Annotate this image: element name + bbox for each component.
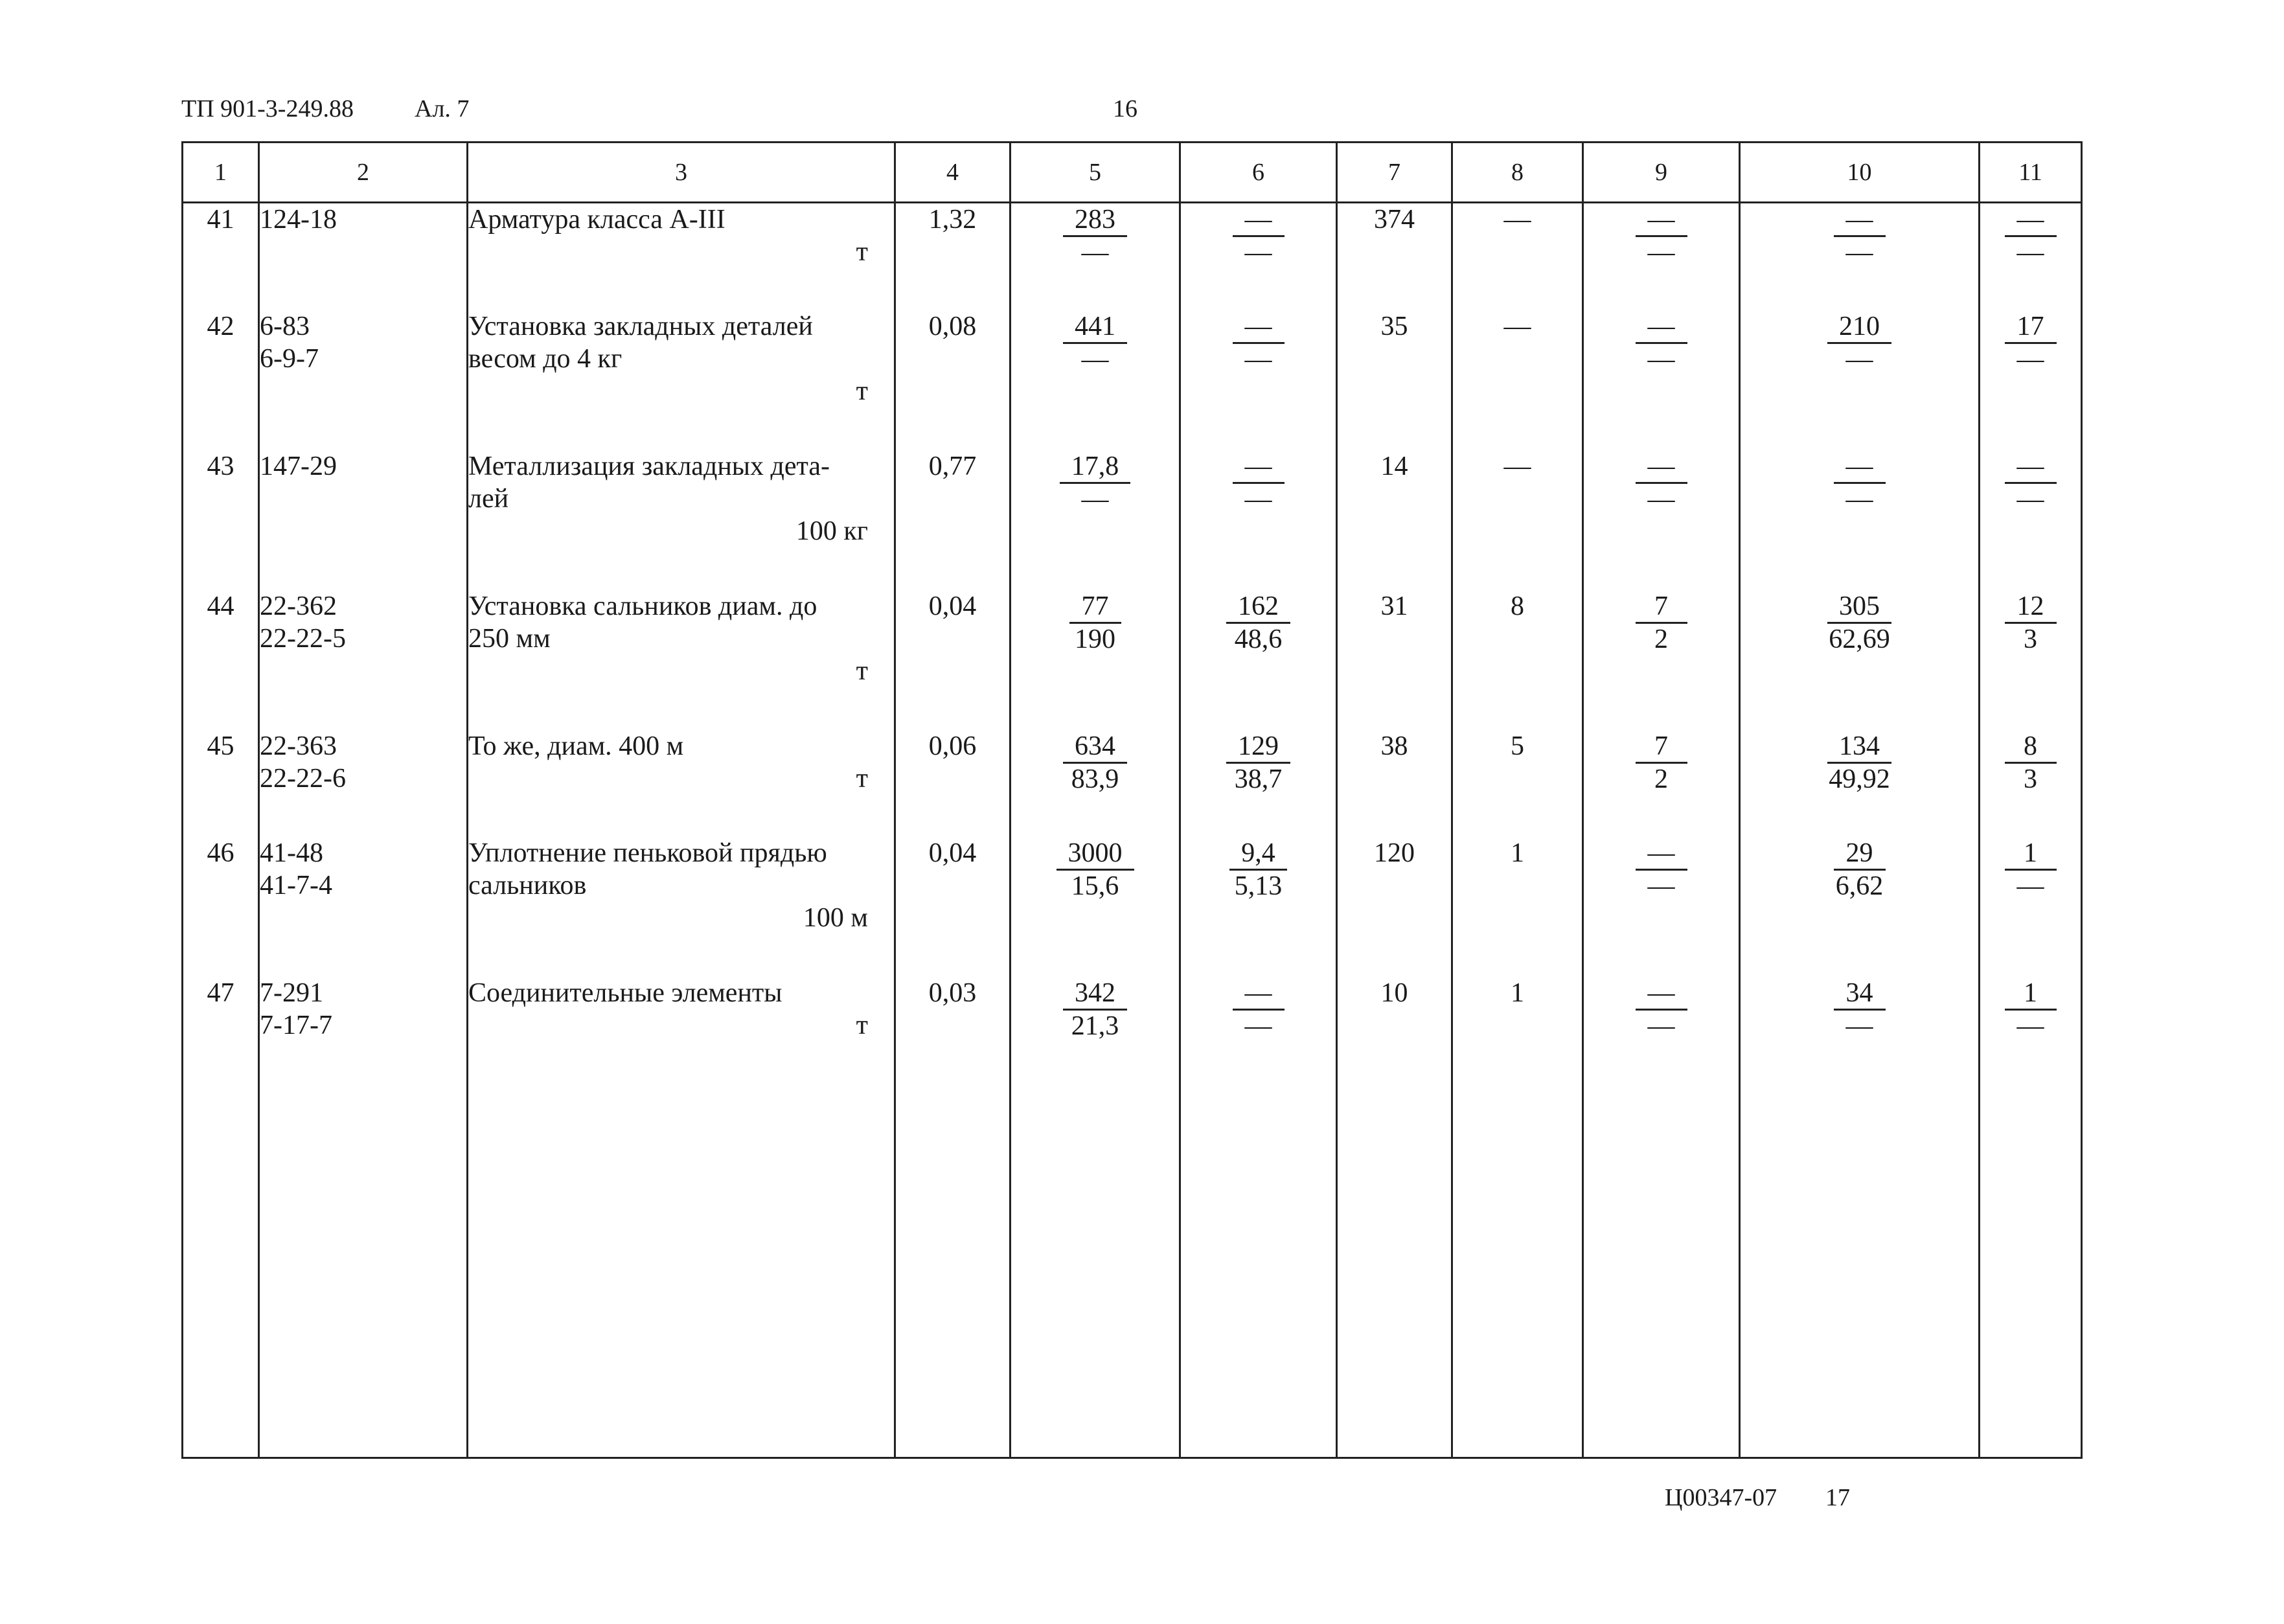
col8-value: — xyxy=(1503,312,1531,342)
unit-of-measure: 100 кг xyxy=(795,516,868,547)
col10-cell xyxy=(1740,450,1980,590)
row-number-cell xyxy=(183,310,259,450)
quantity: 0,04 xyxy=(928,838,977,868)
work-name-line: Установка сальников диам. до xyxy=(468,591,817,622)
rate-code: 41-48 xyxy=(260,838,323,868)
rate-code: 7-291 xyxy=(260,978,323,1008)
fraction-denominator: — xyxy=(1845,238,1873,268)
col6-fraction xyxy=(1233,978,1285,1042)
col5-fraction xyxy=(1063,311,1127,375)
col5-fraction xyxy=(1060,978,1131,1042)
row-number-cell xyxy=(183,450,259,590)
work-name-line: Арматура класса А-III xyxy=(468,205,725,234)
col9-cell xyxy=(1583,977,1740,1458)
col6-cell xyxy=(1180,450,1337,590)
fraction-numerator: 1 xyxy=(2005,838,2057,871)
fraction-numerator: 129 xyxy=(1226,731,1290,764)
col10-cell xyxy=(1740,837,1980,977)
work-name-line: 250 мм xyxy=(468,624,551,654)
col5-fraction xyxy=(1063,204,1127,268)
col8-value: 1 xyxy=(1511,978,1524,1008)
table-row xyxy=(183,203,2082,311)
row-number: 42 xyxy=(207,312,234,342)
rate-code: 22-22-5 xyxy=(260,624,346,654)
fraction-numerator: — xyxy=(1233,451,1285,484)
fraction-denominator: 2 xyxy=(1654,764,1668,795)
fraction-numerator: — xyxy=(1834,204,1886,237)
rate-code: 22-22-6 xyxy=(260,764,346,794)
unit-of-measure: т xyxy=(856,764,868,794)
col6-fraction xyxy=(1223,591,1294,655)
fraction-numerator: 283 xyxy=(1063,204,1127,237)
quantity: 0,06 xyxy=(928,731,977,762)
work-name-line: Установка закладных деталей xyxy=(468,312,813,342)
footer-code: Ц00347-07 xyxy=(1665,1484,1777,1511)
col11-fraction xyxy=(2005,204,2057,268)
col10-cell xyxy=(1740,977,1980,1458)
col8-cell xyxy=(1452,590,1583,730)
column-header: 10 xyxy=(1740,143,1980,203)
fraction-denominator: 3 xyxy=(2024,764,2037,795)
fraction-numerator: — xyxy=(1636,838,1687,871)
column-header: 9 xyxy=(1583,143,1740,203)
col7-value: 35 xyxy=(1380,312,1408,342)
work-name-cell xyxy=(468,730,895,837)
col5-cell xyxy=(1011,837,1180,977)
col7-cell xyxy=(1337,977,1452,1458)
col10-cell xyxy=(1740,730,1980,837)
rate-code-cell xyxy=(259,450,468,590)
table-row xyxy=(183,590,2082,730)
col6-fraction xyxy=(1223,838,1294,902)
col10-fraction xyxy=(1834,204,1886,268)
col9-fraction xyxy=(1636,978,1687,1042)
fraction-numerator: — xyxy=(1636,311,1687,344)
col7-value: 38 xyxy=(1380,731,1408,762)
row-number: 47 xyxy=(207,978,234,1008)
col8-cell xyxy=(1452,310,1583,450)
table-row xyxy=(183,977,2082,1458)
fraction-denominator: — xyxy=(1244,238,1272,268)
col6-cell xyxy=(1180,310,1337,450)
fraction-denominator: 2 xyxy=(1654,624,1668,655)
fraction-numerator: 3000 xyxy=(1056,838,1134,871)
col11-cell xyxy=(1980,590,2082,730)
unit-of-measure: 100 м xyxy=(803,902,868,933)
col9-cell xyxy=(1583,203,1740,311)
col11-cell xyxy=(1980,310,2082,450)
col6-fraction xyxy=(1233,311,1285,375)
fraction-numerator: — xyxy=(1233,978,1285,1011)
col10-cell xyxy=(1740,203,1980,311)
fraction-denominator: 3 xyxy=(2024,624,2037,655)
fraction-denominator: 38,7 xyxy=(1234,764,1283,795)
fraction-numerator: 441 xyxy=(1063,311,1127,344)
document-code: ТП 901-3-249.88 xyxy=(181,95,354,122)
col8-cell xyxy=(1452,730,1583,837)
row-number-cell xyxy=(183,977,259,1458)
work-name-line: сальников xyxy=(468,870,587,900)
row-number: 43 xyxy=(207,452,234,482)
col11-fraction xyxy=(2005,838,2057,902)
col9-cell xyxy=(1583,450,1740,590)
row-number-cell xyxy=(183,837,259,977)
fraction-numerator: 7 xyxy=(1636,731,1687,764)
col7-value: 31 xyxy=(1380,591,1408,622)
col8-value: 1 xyxy=(1511,838,1524,868)
work-name-line: весом до 4 кг xyxy=(468,344,622,374)
fraction-numerator: 634 xyxy=(1063,731,1127,764)
quantity-cell xyxy=(895,837,1011,977)
column-header: 7 xyxy=(1337,143,1452,203)
work-name-line: Металлизация закладных дета- xyxy=(468,452,830,482)
col11-fraction xyxy=(2005,731,2057,795)
col5-cell xyxy=(1011,310,1180,450)
col10-fraction xyxy=(1824,838,1895,902)
fraction-numerator: 8 xyxy=(2005,731,2057,764)
col7-value: 374 xyxy=(1374,205,1415,234)
fraction-numerator: 134 xyxy=(1827,731,1891,764)
fraction-denominator: — xyxy=(1845,485,1873,515)
row-number: 44 xyxy=(207,591,234,622)
fraction-denominator: 15,6 xyxy=(1071,871,1119,901)
col11-fraction xyxy=(2005,451,2057,515)
fraction-denominator: — xyxy=(1845,345,1873,375)
table-row xyxy=(183,450,2082,590)
col7-cell xyxy=(1337,837,1452,977)
rate-code-cell xyxy=(259,310,468,450)
work-name-line: Соединительные элементы xyxy=(468,978,782,1008)
fraction-denominator: — xyxy=(1647,238,1675,268)
work-name-cell xyxy=(468,977,895,1458)
rate-code: 124-18 xyxy=(260,205,337,234)
col9-fraction xyxy=(1636,311,1687,375)
col5-cell xyxy=(1011,730,1180,837)
fraction-numerator: 12 xyxy=(2005,591,2057,624)
fraction-numerator: 1 xyxy=(2005,978,2057,1011)
fraction-denominator: — xyxy=(1647,871,1675,901)
fraction-numerator: — xyxy=(2005,204,2057,237)
col7-cell xyxy=(1337,310,1452,450)
rate-code: 7-17-7 xyxy=(260,1010,332,1040)
row-number-cell xyxy=(183,590,259,730)
fraction-denominator: 49,92 xyxy=(1829,764,1890,795)
col5-cell xyxy=(1011,450,1180,590)
col8-value: — xyxy=(1503,452,1531,482)
quantity-cell xyxy=(895,203,1011,311)
unit-of-measure: т xyxy=(856,237,868,267)
fraction-denominator: — xyxy=(1244,485,1272,515)
fraction-numerator: 17 xyxy=(2005,311,2057,344)
col10-fraction xyxy=(1817,731,1902,795)
col5-cell xyxy=(1011,977,1180,1458)
fraction-numerator: 162 xyxy=(1226,591,1290,624)
fraction-denominator: — xyxy=(2016,345,2044,375)
quantity: 0,03 xyxy=(928,978,977,1008)
col11-cell xyxy=(1980,977,2082,1458)
fraction-denominator: — xyxy=(2016,871,2044,901)
fraction-numerator: 342 xyxy=(1063,978,1127,1011)
fraction-numerator: 17,8 xyxy=(1060,451,1131,484)
fraction-numerator: — xyxy=(1636,451,1687,484)
col5-fraction xyxy=(1063,591,1127,655)
rate-code: 147-29 xyxy=(260,452,337,482)
col5-fraction xyxy=(1060,731,1131,795)
fraction-numerator: 7 xyxy=(1636,591,1687,624)
col8-cell xyxy=(1452,837,1583,977)
col11-cell xyxy=(1980,450,2082,590)
work-name-cell xyxy=(468,310,895,450)
rate-code: 41-7-4 xyxy=(260,870,332,900)
unit-of-measure: т xyxy=(856,1010,868,1040)
fraction-numerator: — xyxy=(1636,204,1687,237)
table-row xyxy=(183,837,2082,977)
col7-cell xyxy=(1337,590,1452,730)
col11-cell xyxy=(1980,730,2082,837)
column-header: 8 xyxy=(1452,143,1583,203)
fraction-denominator: — xyxy=(1081,238,1109,268)
col10-fraction xyxy=(1834,978,1886,1042)
col9-cell xyxy=(1583,590,1740,730)
work-name-cell xyxy=(468,450,895,590)
col7-cell xyxy=(1337,730,1452,837)
album-label: Ал. 7 xyxy=(415,95,470,122)
fraction-denominator: 5,13 xyxy=(1234,871,1283,901)
fraction-numerator: 210 xyxy=(1827,311,1891,344)
col5-cell xyxy=(1011,590,1180,730)
col9-cell xyxy=(1583,310,1740,450)
fraction-denominator: — xyxy=(2016,238,2044,268)
rate-code: 22-363 xyxy=(260,731,337,762)
fraction-denominator: — xyxy=(1845,1011,1873,1041)
fraction-denominator: — xyxy=(1647,345,1675,375)
quantity-cell xyxy=(895,730,1011,837)
fraction-numerator: — xyxy=(1233,311,1285,344)
work-name-line: лей xyxy=(468,484,509,514)
quantity: 0,04 xyxy=(928,591,977,622)
quantity-cell xyxy=(895,450,1011,590)
rate-code-cell xyxy=(259,977,468,1458)
quantity: 0,77 xyxy=(928,452,977,482)
col7-cell xyxy=(1337,450,1452,590)
col5-cell xyxy=(1011,203,1180,311)
fraction-denominator: — xyxy=(1244,345,1272,375)
fraction-numerator: — xyxy=(1233,204,1285,237)
col10-fraction xyxy=(1817,591,1902,655)
fraction-denominator: — xyxy=(1647,1011,1675,1041)
fraction-denominator: — xyxy=(2016,485,2044,515)
col7-value: 10 xyxy=(1380,978,1408,1008)
row-number-cell xyxy=(183,203,259,311)
col6-cell xyxy=(1180,977,1337,1458)
row-number: 46 xyxy=(207,838,234,868)
col6-cell xyxy=(1180,730,1337,837)
rate-code-cell xyxy=(259,590,468,730)
col10-cell xyxy=(1740,310,1980,450)
col10-fraction xyxy=(1834,451,1886,515)
row-number: 45 xyxy=(207,731,234,762)
fraction-denominator: — xyxy=(1244,1011,1272,1041)
col11-fraction xyxy=(2005,978,2057,1042)
column-header: 11 xyxy=(1980,143,2082,203)
col7-value: 14 xyxy=(1380,452,1408,482)
col10-fraction xyxy=(1827,311,1891,375)
col7-value: 120 xyxy=(1374,838,1415,868)
unit-of-measure: т xyxy=(856,376,868,407)
col9-fraction xyxy=(1636,591,1687,655)
fraction-numerator: 34 xyxy=(1834,978,1886,1011)
col6-fraction xyxy=(1233,204,1285,268)
col6-fraction xyxy=(1233,451,1285,515)
quantity: 1,32 xyxy=(928,205,977,234)
work-name-line: То же, диам. 400 м xyxy=(468,731,684,762)
fraction-numerator: — xyxy=(2005,451,2057,484)
rate-code-cell xyxy=(259,203,468,311)
col8-cell xyxy=(1452,450,1583,590)
row-number: 41 xyxy=(207,205,234,234)
rate-code: 22-362 xyxy=(260,591,337,622)
col8-value: — xyxy=(1503,205,1531,234)
fraction-denominator: 83,9 xyxy=(1071,764,1119,795)
col9-fraction xyxy=(1636,204,1687,268)
quantity-cell xyxy=(895,977,1011,1458)
col9-fraction xyxy=(1636,731,1687,795)
fraction-numerator: 305 xyxy=(1827,591,1891,624)
rate-code-cell xyxy=(259,730,468,837)
col8-cell xyxy=(1452,977,1583,1458)
col6-cell xyxy=(1180,203,1337,311)
work-name-cell xyxy=(468,203,895,311)
quantity-cell xyxy=(895,310,1011,450)
quantity: 0,08 xyxy=(928,312,977,342)
col6-fraction xyxy=(1223,731,1294,795)
col8-value: 8 xyxy=(1511,591,1524,622)
specification-table xyxy=(181,141,2083,1459)
fraction-denominator: — xyxy=(1081,485,1109,515)
fraction-numerator: 9,4 xyxy=(1229,838,1287,871)
col10-cell xyxy=(1740,590,1980,730)
col9-fraction xyxy=(1636,451,1687,515)
column-header: 3 xyxy=(468,143,895,203)
column-header-row xyxy=(183,143,2082,203)
col7-cell xyxy=(1337,203,1452,311)
col11-cell xyxy=(1980,837,2082,977)
col11-fraction xyxy=(2005,311,2057,375)
work-name-cell xyxy=(468,837,895,977)
row-number-cell xyxy=(183,730,259,837)
work-name-cell xyxy=(468,590,895,730)
col5-fraction xyxy=(1060,451,1131,515)
col9-cell xyxy=(1583,837,1740,977)
column-header: 2 xyxy=(259,143,468,203)
fraction-denominator: 6,62 xyxy=(1835,871,1884,901)
work-name-line: Уплотнение пеньковой прядью xyxy=(468,838,827,868)
column-header: 5 xyxy=(1011,143,1180,203)
fraction-denominator: 62,69 xyxy=(1829,624,1890,655)
unit-of-measure: т xyxy=(856,656,868,687)
col8-value: 5 xyxy=(1511,731,1524,762)
fraction-numerator: 29 xyxy=(1834,838,1886,871)
col11-fraction xyxy=(2005,591,2057,655)
col8-cell xyxy=(1452,203,1583,311)
column-header: 4 xyxy=(895,143,1011,203)
col11-cell xyxy=(1980,203,2082,311)
page-number: 16 xyxy=(1113,95,1137,122)
fraction-denominator: — xyxy=(1081,345,1109,375)
quantity-cell xyxy=(895,590,1011,730)
fraction-numerator: 77 xyxy=(1069,591,1121,624)
table-row xyxy=(183,310,2082,450)
table-row xyxy=(183,730,2082,837)
col6-cell xyxy=(1180,590,1337,730)
fraction-denominator: 190 xyxy=(1075,624,1115,655)
fraction-denominator: — xyxy=(2016,1011,2044,1041)
rate-code: 6-83 xyxy=(260,312,310,342)
footer-page-number: 17 xyxy=(1825,1484,1850,1511)
column-header: 1 xyxy=(183,143,259,203)
fraction-denominator: 48,6 xyxy=(1234,624,1283,655)
fraction-numerator: — xyxy=(1636,978,1687,1011)
fraction-denominator: 21,3 xyxy=(1071,1011,1119,1041)
col9-cell xyxy=(1583,730,1740,837)
column-header: 6 xyxy=(1180,143,1337,203)
col6-cell xyxy=(1180,837,1337,977)
rate-code-cell xyxy=(259,837,468,977)
fraction-denominator: — xyxy=(1647,485,1675,515)
rate-code: 6-9-7 xyxy=(260,344,319,374)
col9-fraction xyxy=(1636,838,1687,902)
col5-fraction xyxy=(1056,838,1134,902)
fraction-numerator: — xyxy=(1834,451,1886,484)
